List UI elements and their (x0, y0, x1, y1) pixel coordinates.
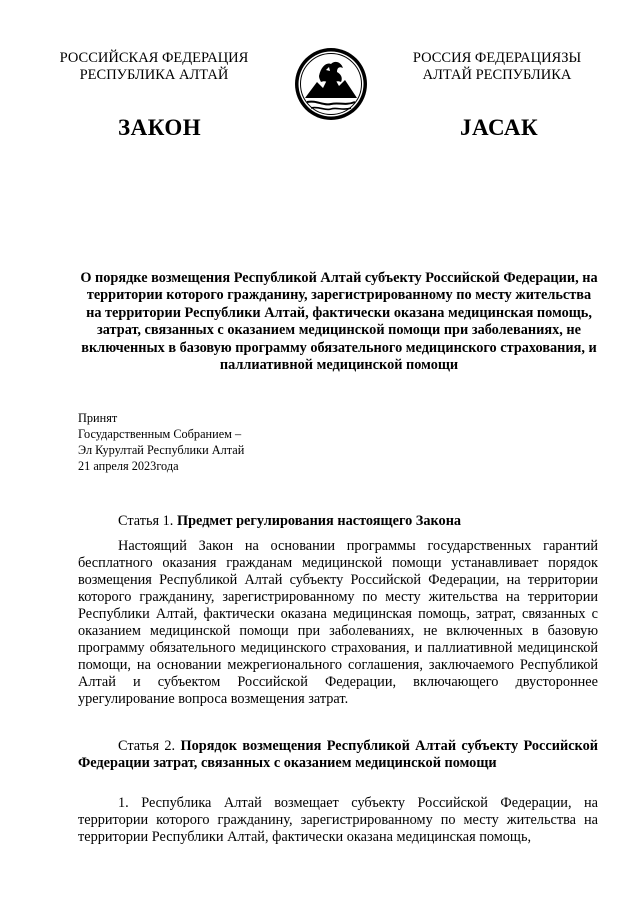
adoption-line: Эл Курултай Республики Алтай (78, 443, 245, 457)
article-2-title: Порядок возмещения Республикой Алтай субъекту Российской Федерации затрат, связанных с оказанием медицинской помощи (78, 738, 598, 771)
header-left-line1: РОССИЙСКАЯ ФЕДЕРАЦИЯ (59, 50, 249, 66)
law-title: О порядке возмещения Республикой Алтай субъекту Российской Федерации, на территории которого гражданину, зарегистрированному по месту жительства на территории Республики Алтай, фактически оказана медицинская помощь, затрат, связанных с оказанием медицинской помощи при заболеваниях, не включенных в базовую программу обязательного медицинского страхования, и паллиативной медицинской помощи (80, 270, 598, 374)
header-left (44, 50, 264, 84)
adoption-block (78, 410, 244, 474)
adoption-line: Государственным Собранием – (78, 427, 242, 441)
header-right (388, 50, 606, 84)
header-right-line2: АЛТАЙ РЕСПУБЛИКА (422, 67, 572, 83)
adoption-line: Принят (78, 411, 118, 425)
article-1-heading (118, 513, 598, 530)
header-right-line1: РОССИЯ ФЕДЕРАЦИЯЗЫ (412, 50, 582, 66)
article-1-body: Настоящий Закон на основании программы государственных гарантий бесплатного оказания гражданам медицинской помощи устанавливает порядок возмещения Республикой Алтай субъекту Российской Федерации, на территории которого гражданину, зарегистрированному по месту жительства на территории Республики Алтай, фактически оказана медицинская помощь, затрат, связанных с оказанием медицинской помощи при заболеваниях, не включенных в базовую программу обязательного медицинского страхования, и паллиативной медицинской помощи, на основании межрегионального соглашения, заключаемого Республикой Алтай и субъектом Российской Федерации, включающего двустороннее урегулирование вопроса возмещения затрат. (78, 538, 598, 707)
header-left-line2: РЕСПУБЛИКА АЛТАЙ (79, 67, 229, 83)
article-1-label: Статья 1. (118, 513, 177, 529)
article-2-body: 1. Республика Алтай возмещает субъекту Российской Федерации, на территории которого гражданину, зарегистрированному по месту жительства на территории Республики Алтай, фактически оказана медицинская помощь, (78, 795, 598, 845)
coat-of-arms-icon (293, 46, 369, 122)
article-2-label: Статья 2. (118, 738, 181, 754)
law-word-russian: ЗАКОН (118, 115, 202, 140)
article-2-heading (78, 738, 598, 772)
law-word-altai: JАСАК (460, 115, 539, 140)
adoption-date: 21 апреля 2023года (78, 459, 179, 473)
article-1-title: Предмет регулирования настоящего Закона (176, 513, 462, 529)
